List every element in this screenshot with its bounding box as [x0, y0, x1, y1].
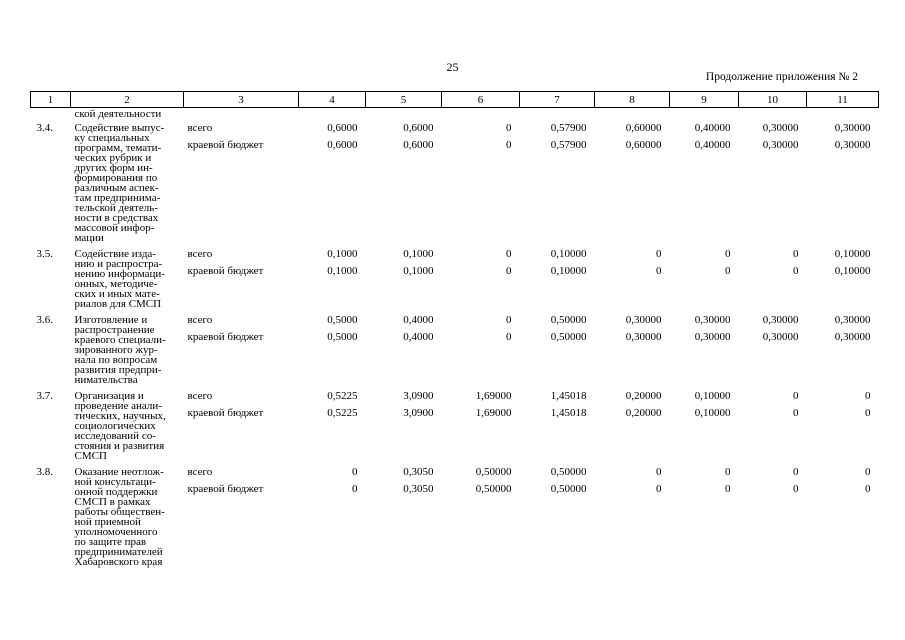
- value: 0: [793, 483, 799, 495]
- value: 0,57900: [550, 122, 587, 134]
- value-cell: [520, 311, 595, 387]
- budget-table: [30, 91, 879, 569]
- value-cell: [520, 119, 595, 245]
- value-cell: [442, 245, 520, 311]
- appendix-continuation-label: Продолжение приложения № 2: [705, 71, 858, 83]
- value: 0,6000: [403, 139, 434, 151]
- value: 0: [656, 466, 662, 478]
- value: 0,5000: [327, 331, 358, 343]
- value: 0: [793, 466, 799, 478]
- value: 0,30000: [834, 122, 871, 134]
- value: 0: [725, 466, 731, 478]
- value: 0,10000: [694, 407, 731, 419]
- funding-source: краевой бюджет: [187, 407, 264, 419]
- column-header: 1: [31, 92, 71, 108]
- value: 1,45018: [550, 390, 587, 402]
- value: 0: [506, 122, 512, 134]
- value-cell: [670, 387, 739, 463]
- activity-name: Содействие изда- нию и распростра- нению информаци- онных, методиче- ских и иных мате- риалов для СМСП: [74, 248, 165, 310]
- value: 1,69000: [475, 390, 512, 402]
- value: 0,1000: [403, 265, 434, 277]
- value: 0: [725, 248, 731, 260]
- value: 0: [793, 390, 799, 402]
- value: 0,10000: [550, 265, 587, 277]
- value: 0,1000: [327, 265, 358, 277]
- value: 0,30000: [762, 139, 799, 151]
- value: 0: [656, 265, 662, 277]
- value: 0,6000: [327, 139, 358, 151]
- value-cell: [366, 119, 442, 245]
- value: 0,10000: [834, 265, 871, 277]
- value: 0,5225: [327, 407, 358, 419]
- value: 0: [865, 483, 871, 495]
- activity-name: Изготовление и распространение краевого специали- зированного жур- нала по вопросам развития предпри- нимательства: [74, 314, 166, 386]
- funding-source: краевой бюджет: [187, 331, 264, 343]
- value-cell: [366, 245, 442, 311]
- value: 0: [793, 248, 799, 260]
- value: 0,1000: [403, 248, 434, 260]
- column-header: 11: [807, 92, 879, 108]
- funding-source: всего: [187, 314, 213, 326]
- carryover-text: ской деятельности: [74, 108, 162, 120]
- value: 1,69000: [475, 407, 512, 419]
- value-cell: [366, 311, 442, 387]
- value-cell: [366, 387, 442, 463]
- funding-source: всего: [187, 248, 213, 260]
- value: 0,50000: [550, 483, 587, 495]
- value: 0,57900: [550, 139, 587, 151]
- value: 0: [865, 390, 871, 402]
- value: 1,45018: [550, 407, 587, 419]
- row-number: 3.4.: [36, 122, 53, 134]
- value: 0: [352, 466, 358, 478]
- activity-name: Организация и проведение анали- тических, научных, социологических исследований со- стояния и развития СМСП: [74, 390, 166, 462]
- value: 0: [506, 248, 512, 260]
- value: 0,10000: [694, 390, 731, 402]
- row-number: 3.8.: [36, 466, 53, 478]
- value: 0,3050: [403, 466, 434, 478]
- value-cell: [366, 463, 442, 569]
- value-cell: [670, 463, 739, 569]
- value-cell: [595, 387, 670, 463]
- value: 0: [656, 483, 662, 495]
- value: 0,30000: [834, 314, 871, 326]
- value-cell: [739, 387, 807, 463]
- funding-source: краевой бюджет: [187, 139, 264, 151]
- value: 0: [725, 483, 731, 495]
- funding-source-cell: [184, 119, 299, 245]
- value-cell: [670, 245, 739, 311]
- value: 0: [506, 314, 512, 326]
- value-cell: [807, 119, 879, 245]
- column-header: 10: [739, 92, 807, 108]
- value: 0,60000: [625, 122, 662, 134]
- funding-source: краевой бюджет: [187, 483, 264, 495]
- value: 0,50000: [550, 466, 587, 478]
- value: 0: [506, 139, 512, 151]
- value: 0,40000: [694, 139, 731, 151]
- value: 0,30000: [834, 331, 871, 343]
- value: 0,50000: [550, 331, 587, 343]
- value-cell: [442, 387, 520, 463]
- value: 0,30000: [762, 331, 799, 343]
- value: 0,50000: [550, 314, 587, 326]
- value-cell: [442, 463, 520, 569]
- value-cell: [299, 311, 366, 387]
- funding-source-cell: [184, 245, 299, 311]
- table-row: [31, 387, 879, 463]
- value-cell: [670, 311, 739, 387]
- value-cell: [807, 387, 879, 463]
- value-cell: [595, 463, 670, 569]
- value: 0: [725, 265, 731, 277]
- activity-name: Содействие выпус- ку специальных программ, темати- ческих рубрик и других форм ин- формирования по различным аспек- там предпринима- тельской деятель- ности в средствах массовой инфор- мации: [74, 122, 165, 244]
- value: 0: [352, 483, 358, 495]
- value: 0,5225: [327, 390, 358, 402]
- column-header: 7: [520, 92, 595, 108]
- value: 0,6000: [327, 122, 358, 134]
- column-number-header-row: [31, 92, 879, 108]
- funding-source: всего: [187, 390, 213, 402]
- value-cell: [299, 463, 366, 569]
- value: 0,60000: [625, 139, 662, 151]
- value: 0,5000: [327, 314, 358, 326]
- value: 3,0900: [403, 407, 434, 419]
- value: 0,4000: [403, 314, 434, 326]
- funding-source-cell: [184, 463, 299, 569]
- value-cell: [807, 463, 879, 569]
- value-cell: [739, 463, 807, 569]
- page-number: 25: [446, 60, 459, 74]
- column-header: 4: [299, 92, 366, 108]
- value: 0,3050: [403, 483, 434, 495]
- funding-source: краевой бюджет: [187, 265, 264, 277]
- column-header: 6: [442, 92, 520, 108]
- value-cell: [739, 119, 807, 245]
- value: 0,50000: [475, 466, 512, 478]
- column-header: 9: [670, 92, 739, 108]
- value: 0,30000: [625, 314, 662, 326]
- value: 0,6000: [403, 122, 434, 134]
- value: 0,10000: [550, 248, 587, 260]
- row-number: 3.7.: [36, 390, 53, 402]
- value: 0,30000: [694, 331, 731, 343]
- column-header: 2: [71, 92, 184, 108]
- funding-source: всего: [187, 122, 213, 134]
- value-cell: [739, 245, 807, 311]
- value-cell: [299, 387, 366, 463]
- activity-name: Оказание неотлож- ной консультаци- онной поддержки СМСП в рамках работы обществен- ной приемной уполномоченного по защите прав предпринимателей Хабаровского края: [74, 466, 165, 568]
- carryover-row: [31, 108, 879, 120]
- value-cell: [595, 119, 670, 245]
- column-header: 3: [184, 92, 299, 108]
- value: 0,20000: [625, 407, 662, 419]
- value: 0,30000: [762, 122, 799, 134]
- value-cell: [442, 119, 520, 245]
- value: 3,0900: [403, 390, 434, 402]
- funding-source: всего: [187, 466, 213, 478]
- value: 0,20000: [625, 390, 662, 402]
- value: 0: [865, 407, 871, 419]
- table-row: [31, 119, 879, 245]
- funding-source-cell: [184, 311, 299, 387]
- table-row: [31, 463, 879, 569]
- funding-source-cell: [184, 387, 299, 463]
- value-cell: [299, 245, 366, 311]
- value: 0,50000: [475, 483, 512, 495]
- value-cell: [670, 119, 739, 245]
- value-cell: [520, 463, 595, 569]
- table-row: [31, 311, 879, 387]
- value: 0: [865, 466, 871, 478]
- value-cell: [299, 119, 366, 245]
- value: 0: [656, 248, 662, 260]
- column-header: 8: [595, 92, 670, 108]
- value: 0,40000: [694, 122, 731, 134]
- value-cell: [595, 311, 670, 387]
- value-cell: [520, 245, 595, 311]
- value: 0: [793, 407, 799, 419]
- row-number: 3.6.: [36, 314, 53, 326]
- table-row: [31, 245, 879, 311]
- value-cell: [595, 245, 670, 311]
- value: 0,30000: [625, 331, 662, 343]
- value: 0: [506, 331, 512, 343]
- value: 0,30000: [694, 314, 731, 326]
- value-cell: [739, 311, 807, 387]
- value-cell: [807, 311, 879, 387]
- value: 0,30000: [762, 314, 799, 326]
- column-header: 5: [366, 92, 442, 108]
- value-cell: [442, 311, 520, 387]
- value-cell: [807, 245, 879, 311]
- value: 0,4000: [403, 331, 434, 343]
- value: 0,30000: [834, 139, 871, 151]
- value: 0: [793, 265, 799, 277]
- row-number: 3.5.: [36, 248, 53, 260]
- value: 0,1000: [327, 248, 358, 260]
- value: 0,10000: [834, 248, 871, 260]
- value: 0: [506, 265, 512, 277]
- value-cell: [520, 387, 595, 463]
